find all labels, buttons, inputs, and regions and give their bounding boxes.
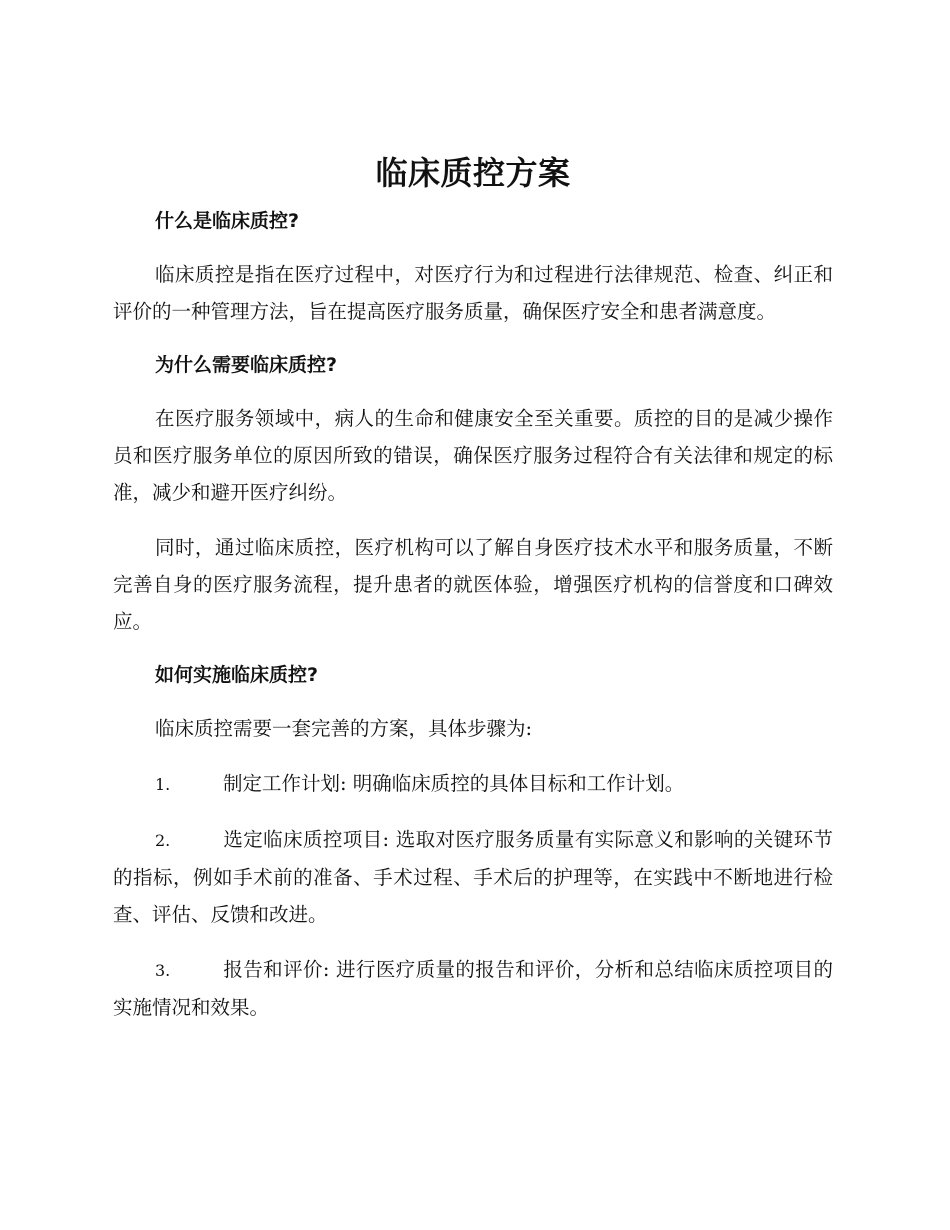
list-number: 3.: [155, 961, 171, 980]
list-item: [113, 951, 833, 1026]
paragraph: 临床质控需要一套完善的方案，具体步骤为:: [155, 717, 533, 740]
section-heading: 为什么需要临床质控?: [155, 354, 338, 376]
list-text: 报告和评价: 进行医疗质量的报告和评价，分析和总结临床质控项目的实施情况和效果。: [113, 958, 833, 1019]
list-item: [113, 821, 833, 933]
paragraph: 临床质控是指在医疗过程中，对医疗行为和过程进行法律规范、检查、纠正和评价的一种管理方法，旨在提高医疗服务质量，确保医疗安全和患者满意度。: [113, 263, 833, 323]
paragraph: 同时，通过临床质控，医疗机构可以了解自身医疗技术水平和服务质量，不断完善自身的医疗服务流程，提升患者的就医体验，增强医疗机构的信誉度和口碑效应。: [113, 536, 833, 633]
list-text: 制定工作计划: 明确临床质控的具体目标和工作计划。: [223, 772, 685, 795]
document-page: [113, 150, 833, 1044]
section-why: [113, 348, 833, 640]
document-title: 临床质控方案: [375, 154, 571, 192]
list-number: 1.: [155, 775, 171, 794]
list-text: 选定临床质控项目: 选取对医疗服务质量有实际意义和影响的关键环节的指标，例如手术前的准备、手术过程、手术后的护理等，在实践中不断地进行检查、评估、反馈和改进。: [113, 828, 833, 926]
list-item: [113, 765, 833, 803]
section-how: [113, 658, 833, 1026]
list-number: 2.: [155, 831, 171, 850]
section-what: [113, 204, 833, 330]
section-heading: 什么是临床质控?: [155, 210, 300, 232]
section-heading: 如何实施临床质控?: [155, 664, 319, 686]
paragraph: 在医疗服务领域中，病人的生命和健康安全至关重要。质控的目的是减少操作员和医疗服务单位的原因所致的错误，确保医疗服务过程符合有关法律和规定的标准，减少和避开医疗纠纷。: [113, 407, 833, 504]
